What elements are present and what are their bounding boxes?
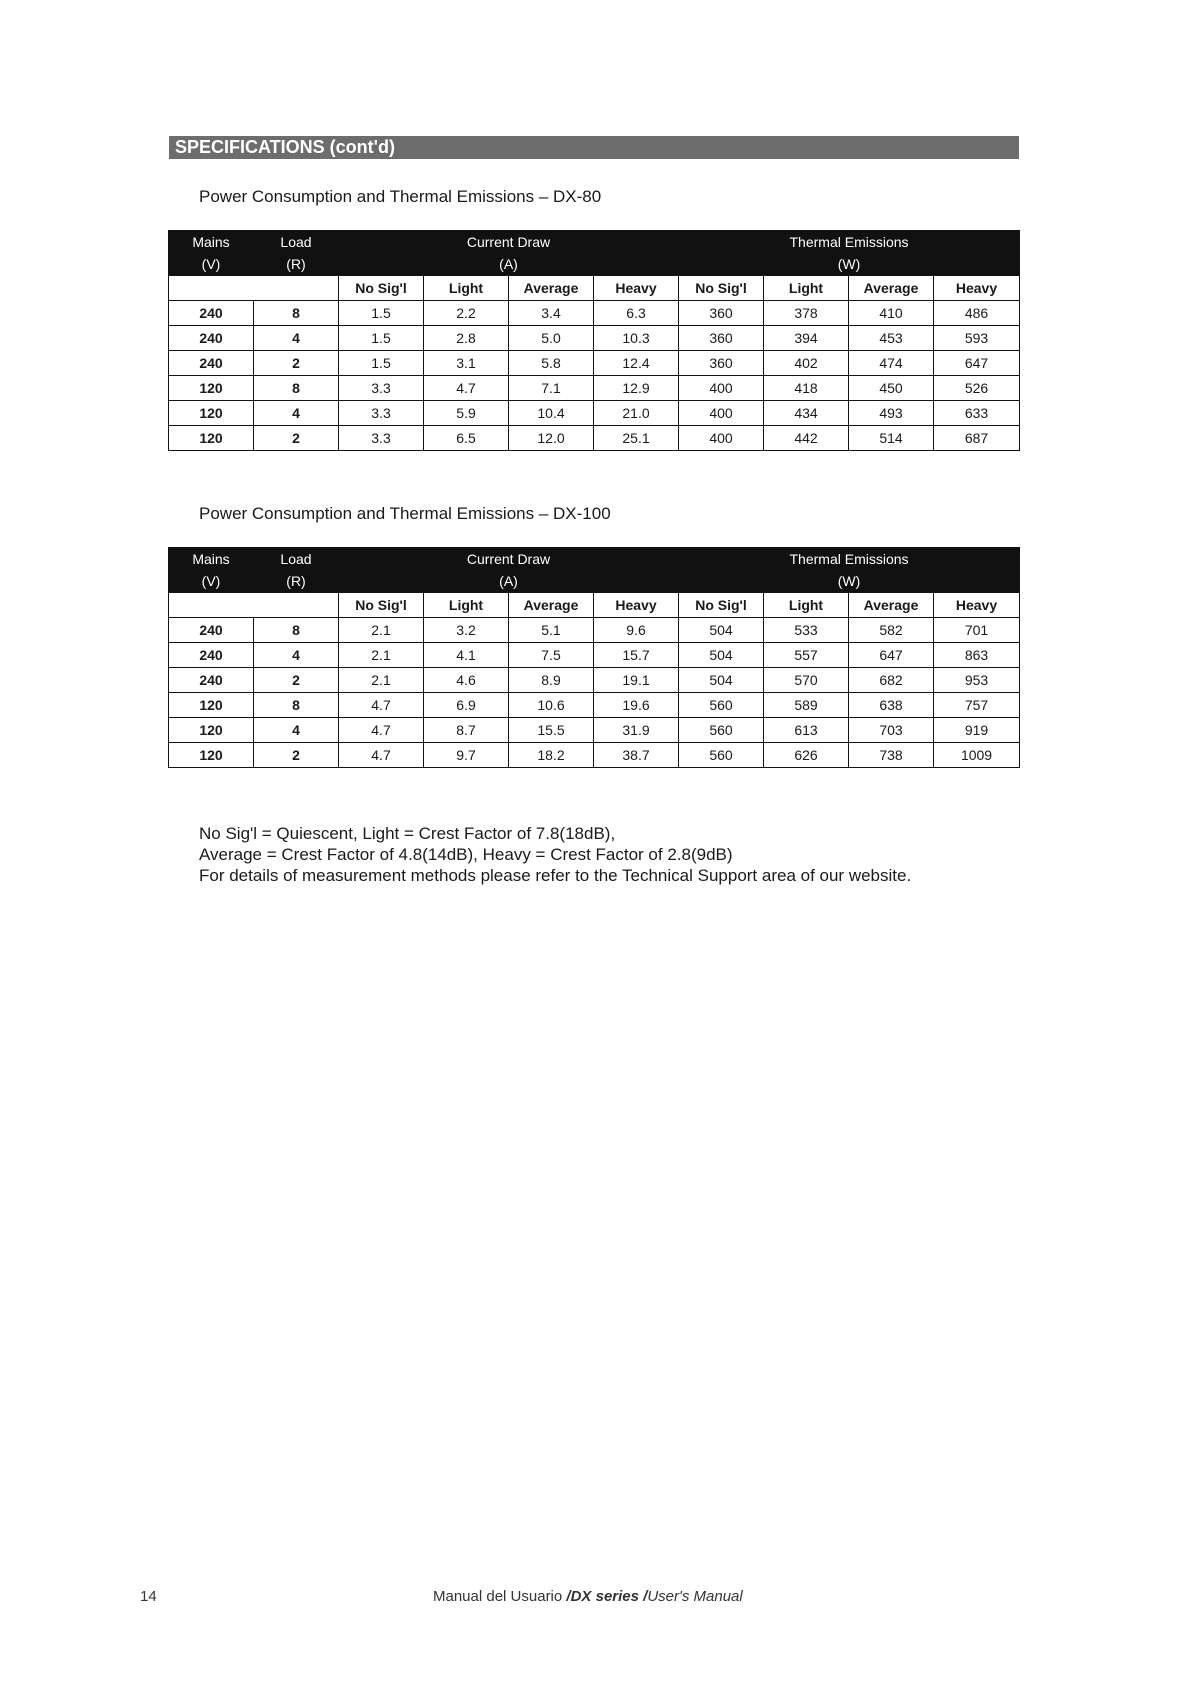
table-row [169,668,1020,693]
subheader-cell: Light [764,276,849,301]
load-cell: 2 [254,351,339,376]
value-cell: 493 [849,401,934,426]
table-body [169,301,1020,451]
mains-cell: 120 [169,376,254,401]
subheader-blank [169,593,339,618]
value-cell: 418 [764,376,849,401]
table-row [169,351,1020,376]
value-cell: 21.0 [594,401,679,426]
value-cell: 533 [764,618,849,643]
subheader-cell: Average [509,593,594,618]
load-cell: 2 [254,668,339,693]
header-row [169,231,1020,276]
thermal-emissions-header: Thermal Emissions (W) [679,231,1020,276]
value-cell: 8.9 [509,668,594,693]
value-cell: 647 [849,643,934,668]
mains-cell: 240 [169,301,254,326]
subheader-cell: Average [849,276,934,301]
load-cell: 8 [254,301,339,326]
value-cell: 953 [934,668,1020,693]
load-cell: 4 [254,718,339,743]
load-cell: 8 [254,376,339,401]
value-cell: 3.4 [509,301,594,326]
value-cell: 757 [934,693,1020,718]
value-cell: 613 [764,718,849,743]
value-cell: 504 [679,618,764,643]
value-cell: 593 [934,326,1020,351]
value-cell: 703 [849,718,934,743]
value-cell: 2.1 [339,643,424,668]
value-cell: 4.7 [339,693,424,718]
value-cell: 682 [849,668,934,693]
subheader-cell: Light [764,593,849,618]
value-cell: 5.8 [509,351,594,376]
value-cell: 474 [849,351,934,376]
subheader-blank [169,276,339,301]
load-cell: 4 [254,326,339,351]
value-cell: 5.9 [424,401,509,426]
value-cell: 5.1 [509,618,594,643]
value-cell: 2.8 [424,326,509,351]
subheader-row [169,276,1020,301]
value-cell: 7.5 [509,643,594,668]
table-caption-dx100: Power Consumption and Thermal Emissions – DX-100 [199,504,611,523]
subheader-cell: Average [849,593,934,618]
value-cell: 31.9 [594,718,679,743]
subheader-cell: Average [509,276,594,301]
footer-separator: / [566,1588,571,1605]
load-cell: 8 [254,618,339,643]
footer-separator: / [643,1588,648,1605]
value-cell: 589 [764,693,849,718]
subheader-cell: Light [424,276,509,301]
mains-cell: 120 [169,426,254,451]
value-cell: 400 [679,426,764,451]
value-cell: 410 [849,301,934,326]
value-cell: 701 [934,618,1020,643]
value-cell: 5.0 [509,326,594,351]
mains-cell: 120 [169,718,254,743]
mains-cell: 240 [169,351,254,376]
table-row [169,326,1020,351]
mains-cell: 240 [169,326,254,351]
value-cell: 400 [679,401,764,426]
mains-cell: 120 [169,401,254,426]
value-cell: 633 [934,401,1020,426]
value-cell: 1.5 [339,301,424,326]
value-cell: 514 [849,426,934,451]
value-cell: 6.3 [594,301,679,326]
value-cell: 560 [679,743,764,768]
value-cell: 19.1 [594,668,679,693]
value-cell: 1.5 [339,326,424,351]
value-cell: 12.0 [509,426,594,451]
value-cell: 7.1 [509,376,594,401]
value-cell: 10.3 [594,326,679,351]
mains-cell: 240 [169,668,254,693]
subheader-cell: No Sig'l [679,276,764,301]
footnotes [199,823,911,886]
value-cell: 1.5 [339,351,424,376]
footer-title-es: Manual del Usuario [433,1588,563,1605]
value-cell: 4.7 [339,718,424,743]
table-row [169,618,1020,643]
value-cell: 18.2 [509,743,594,768]
value-cell: 3.1 [424,351,509,376]
load-cell: 2 [254,426,339,451]
value-cell: 12.9 [594,376,679,401]
mains-header: Mains (V) [169,231,254,276]
header-row [169,548,1020,593]
value-cell: 3.3 [339,401,424,426]
value-cell: 15.7 [594,643,679,668]
subheader-cell: No Sig'l [339,593,424,618]
value-cell: 4.7 [424,376,509,401]
value-cell: 560 [679,693,764,718]
footer-title-en: User's Manual [647,1588,743,1605]
load-header: Load (R) [254,231,339,276]
value-cell: 560 [679,718,764,743]
value-cell: 638 [849,693,934,718]
section-title: SPECIFICATIONS (cont'd) [169,136,1019,159]
subheader-cell: Heavy [594,593,679,618]
value-cell: 360 [679,301,764,326]
subheader-cell: No Sig'l [339,276,424,301]
subheader-cell: No Sig'l [679,593,764,618]
value-cell: 38.7 [594,743,679,768]
load-cell: 4 [254,401,339,426]
value-cell: 626 [764,743,849,768]
value-cell: 12.4 [594,351,679,376]
spec-table-dx100 [168,547,1020,768]
value-cell: 394 [764,326,849,351]
value-cell: 486 [934,301,1020,326]
value-cell: 402 [764,351,849,376]
mains-cell: 120 [169,693,254,718]
table-row [169,426,1020,451]
value-cell: 504 [679,668,764,693]
table-row [169,718,1020,743]
page-number: 14 [140,1588,157,1605]
value-cell: 919 [934,718,1020,743]
table-row [169,376,1020,401]
load-cell: 8 [254,693,339,718]
value-cell: 453 [849,326,934,351]
table-row [169,693,1020,718]
value-cell: 2.1 [339,618,424,643]
table-row [169,301,1020,326]
load-cell: 2 [254,743,339,768]
mains-cell: 240 [169,643,254,668]
value-cell: 4.1 [424,643,509,668]
load-cell: 4 [254,643,339,668]
table-row [169,401,1020,426]
value-cell: 19.6 [594,693,679,718]
subheader-cell: Light [424,593,509,618]
table-row [169,743,1020,768]
value-cell: 738 [849,743,934,768]
thermal-emissions-header: Thermal Emissions (W) [679,548,1020,593]
current-draw-header: Current Draw (A) [339,231,679,276]
value-cell: 434 [764,401,849,426]
value-cell: 10.6 [509,693,594,718]
table-caption-dx80: Power Consumption and Thermal Emissions – DX-80 [199,187,602,206]
value-cell: 526 [934,376,1020,401]
value-cell: 6.9 [424,693,509,718]
footnote-line: Average = Crest Factor of 4.8(14dB), Heavy = Crest Factor of 2.8(9dB) [199,845,733,864]
value-cell: 9.7 [424,743,509,768]
value-cell: 687 [934,426,1020,451]
value-cell: 570 [764,668,849,693]
value-cell: 3.2 [424,618,509,643]
value-cell: 582 [849,618,934,643]
subheader-cell: Heavy [594,276,679,301]
value-cell: 360 [679,351,764,376]
subheader-cell: Heavy [934,593,1020,618]
spec-table-dx80 [168,230,1020,451]
table-body [169,618,1020,768]
value-cell: 378 [764,301,849,326]
value-cell: 6.5 [424,426,509,451]
value-cell: 442 [764,426,849,451]
value-cell: 2.2 [424,301,509,326]
mains-header: Mains (V) [169,548,254,593]
subheader-row [169,593,1020,618]
footnote-line: No Sig'l = Quiescent, Light = Crest Factor of 7.8(18dB), [199,824,616,843]
value-cell: 450 [849,376,934,401]
mains-cell: 240 [169,618,254,643]
current-draw-header: Current Draw (A) [339,548,679,593]
value-cell: 9.6 [594,618,679,643]
value-cell: 1009 [934,743,1020,768]
value-cell: 25.1 [594,426,679,451]
footnote-line: For details of measurement methods please refer to the Technical Support area of our website. [199,866,912,885]
value-cell: 10.4 [509,401,594,426]
value-cell: 400 [679,376,764,401]
subheader-cell: Heavy [934,276,1020,301]
value-cell: 2.1 [339,668,424,693]
table-row [169,643,1020,668]
value-cell: 4.7 [339,743,424,768]
value-cell: 8.7 [424,718,509,743]
value-cell: 3.3 [339,376,424,401]
value-cell: 557 [764,643,849,668]
value-cell: 504 [679,643,764,668]
value-cell: 4.6 [424,668,509,693]
footer-series: DX series [570,1588,639,1605]
value-cell: 647 [934,351,1020,376]
load-header: Load (R) [254,548,339,593]
value-cell: 3.3 [339,426,424,451]
value-cell: 15.5 [509,718,594,743]
mains-cell: 120 [169,743,254,768]
value-cell: 863 [934,643,1020,668]
footer-title [433,1588,743,1605]
value-cell: 360 [679,326,764,351]
